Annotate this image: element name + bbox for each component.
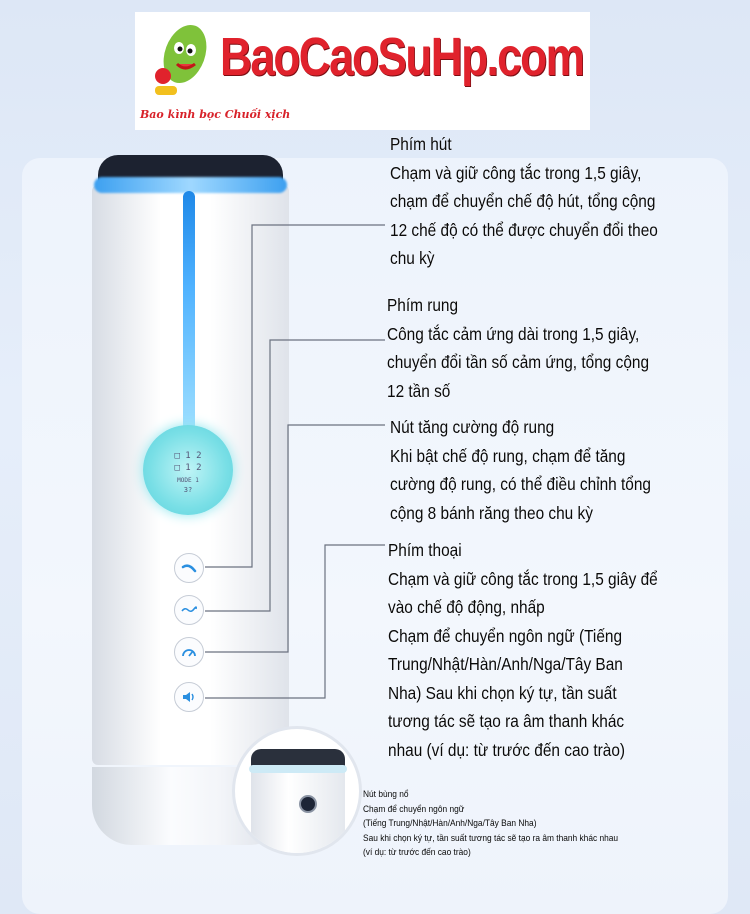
callout-line: 12 chế độ có thể được chuyển đổi theo [390,219,658,240]
callout-title: Nút tăng cường độ rung [390,417,555,437]
callout-vibration [387,291,649,405]
callout-voice [388,536,658,764]
callout-line: chu kỳ [390,248,435,268]
dial-line1: □ 1 2 [174,451,202,461]
callout-intensity [390,413,651,527]
callout-line: cộng 8 bánh răng theo chu kỳ [390,502,593,523]
callout-line: chạm để chuyển chế độ hút, tổng cộng [390,191,656,211]
line-voice [205,545,385,698]
callout-line: Chạm để chuyển ngôn ngữ (Tiếng [388,625,623,646]
brand-name: BaoCaoSuHp [220,27,487,87]
brand-tld: com [497,27,584,87]
callout-line: 12 tần số [387,380,451,401]
callout-line: Công tắc cảm ứng dài trong 1,5 giây, [387,323,640,344]
brand-dot: . [486,27,498,87]
callout-line: vào chế độ động, nhấp [388,597,545,617]
burst-note-line: Chạm để chuyển ngôn ngữ [363,803,465,815]
callout-line: chuyển đổi tần số cảm ứng, tổng cộng [387,352,650,372]
callout-line: Trung/Nhật/Hàn/Anh/Nga/Tây Ban [388,654,623,674]
callout-line: tương tác sẽ tạo ra âm thanh khác [388,711,625,731]
tagline: Bao kình bọc Chuối xịch [140,108,291,121]
callout-line: Nha) Sau khi chọn ký tự, tần suất [388,682,617,703]
burst-button-inset [232,726,362,856]
line-vibration [205,340,385,611]
callout-title: Phím hút [390,134,452,154]
burst-note-line: (ví dụ: từ trước đến cao trào) [363,847,471,858]
burst-note [363,788,618,861]
callout-line: cường độ rung, có thể điều chỉnh tổng [390,474,652,494]
burst-note-line: Sau khi chọn ký tự, tần suất tương tác sẽ tạo ra âm thanh khác nhau [363,832,619,844]
line-suction [205,225,385,567]
callout-title: Phím rung [387,295,459,315]
dial-mode: MODE 1 [177,477,199,484]
dial-line2: □ 1 2 [174,463,202,473]
callout-suction [390,130,658,273]
burst-button[interactable] [299,795,317,813]
callout-line: Chạm và giữ công tắc trong 1,5 giây để [388,568,658,589]
callout-line: nhau (ví dụ: từ trước đến cao trào) [388,739,626,760]
burst-note-title: Nút bùng nổ [363,789,409,800]
inset-light-ring [249,765,347,773]
callout-line: Chạm và giữ công tắc trong 1,5 giây, [390,162,642,183]
line-intensity [205,425,385,652]
callout-title: Phím thoại [388,540,462,560]
dial-value: 3? [183,486,193,494]
burst-note-line: (Tiếng Trung/Nhật/Hàn/Anh/Nga/Tây Ban Nha) [363,818,537,829]
callout-line: Khi bật chế độ rung, chạm để tăng [390,445,626,466]
